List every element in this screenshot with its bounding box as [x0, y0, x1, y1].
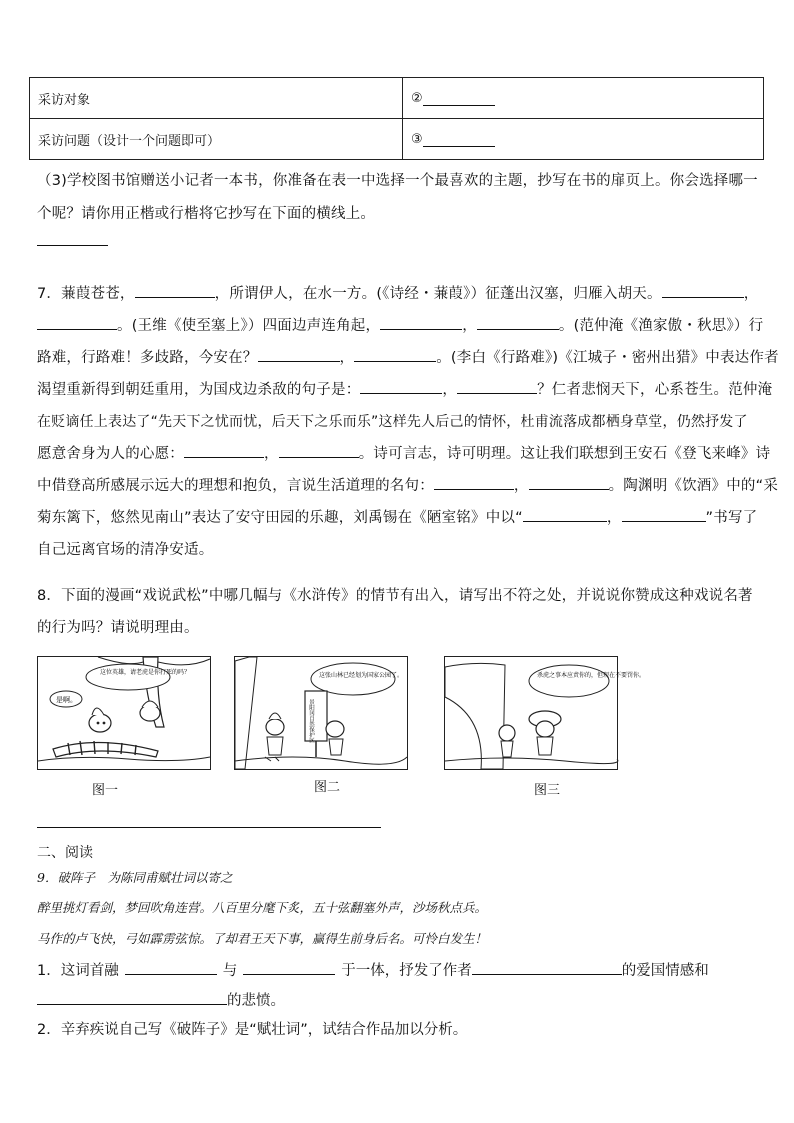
comic-2-illustration	[235, 657, 407, 769]
fill-blank[interactable]	[472, 958, 622, 975]
table-cell-answer	[403, 119, 764, 160]
table-row	[30, 78, 764, 119]
poem-title: 9．破阵子 为陈同甫赋壮词以寄之	[37, 870, 233, 885]
svg-text:这张山林已经划为国家公园了。: 这张山林已经划为国家公园了。	[319, 672, 404, 679]
table-cell-label: 采访问题（设计一个问题即可）	[30, 119, 403, 160]
answer-marker: ②	[411, 90, 423, 106]
svg-text:这位英雄，请老虎是你打死的吗？: 这位英雄，请老虎是你打死的吗？	[100, 669, 191, 676]
fill-blank[interactable]	[360, 377, 442, 394]
question-3-text: （3)学校图书馆赠送小记者一本书，你准备在表一中选择一个最喜欢的主题，抄写在书的扉页上。你会选择哪一个呢？请你用正楷或行楷将它抄写在下面的横线上。	[37, 173, 758, 222]
fill-blank[interactable]	[529, 473, 609, 490]
comic-caption-2: 图二	[314, 780, 341, 795]
fill-blank[interactable]	[523, 505, 607, 522]
fill-blank[interactable]	[37, 313, 117, 330]
fill-blank[interactable]	[243, 958, 335, 975]
answer-line[interactable]	[37, 245, 108, 246]
comic-panel-3	[444, 656, 646, 770]
poem-line-2: 马作的卢飞快，弓如霹雳弦惊。了却君王天下事，赢得生前身后名。可怜白发生！	[37, 931, 488, 946]
table-cell-answer	[403, 78, 764, 119]
interview-table	[29, 77, 764, 160]
svg-text:是啊。: 是啊。	[56, 696, 77, 704]
comic-caption-1: 图一	[92, 783, 119, 798]
answer-blank[interactable]	[423, 132, 495, 147]
fill-blank[interactable]	[662, 281, 744, 298]
answer-line[interactable]	[37, 827, 381, 828]
svg-text:景阳冈自然保护区: 景阳冈自然保护区	[308, 699, 314, 743]
fill-blank[interactable]	[354, 345, 436, 362]
fill-blank[interactable]	[380, 313, 462, 330]
answer-marker: ③	[411, 131, 423, 147]
fill-blank[interactable]	[184, 441, 264, 458]
fill-blank[interactable]	[258, 345, 340, 362]
fill-blank[interactable]	[622, 505, 706, 522]
answer-blank[interactable]	[423, 91, 495, 106]
comic-panel-1	[37, 656, 211, 770]
comic-1-illustration	[38, 657, 210, 769]
comic-panel-2	[234, 656, 408, 770]
comic-caption-3: 图三	[534, 783, 561, 798]
table-cell-label: 采访对象	[30, 78, 403, 119]
fill-blank[interactable]	[457, 377, 537, 394]
question-9-2: 2．辛弃疾说自己写《破阵子》是“赋壮词”，试结合作品加以分析。	[37, 1022, 468, 1038]
fill-blank[interactable]	[37, 988, 227, 1005]
comic-3-illustration	[445, 657, 646, 769]
poem-line-1: 醉里挑灯看剑，梦回吹角连营。八百里分麾下炙，五十弦翻塞外声，沙场秋点兵。	[37, 900, 488, 915]
fill-blank[interactable]	[477, 313, 559, 330]
svg-text:杀虎之事本应责你的，但现在不要罚你。: 杀虎之事本应责你的，但现在不要罚你。	[537, 672, 646, 679]
question-7: 7．蒹葭苍苍， ，所谓伊人，在水一方。(《诗经・蒹葭》）征蓬出汉塞，归雁入胡天。 ， 。(王维《使至塞上》）四面边声连角起， ， 。(范仲淹《渔家傲・秋思》）行 路难，行路难！多歧路，今安在？ ， 。(李白《行路难》)《江城子・密州出猎》中表达作者 渴望重新得到朝廷重用，为国戍边杀敌的句子是： ， ？仁者悲悯天下，心系苍生。范仲淹 在贬谪任上表达了“先天下之忧而忧，后天下之乐而乐”这样先人后己的情怀，杜甫流落成都栖身草堂，仍然抒发了 愿意舍身为人的心愿： ， 。诗可言志，诗可明理。这让我们联想到王安石《登飞来峰》诗 中借登高所感展示远大的理想和抱负，言说生活道理的名句： ， 。陶渊明《饮酒》中的“采 菊东篱下，悠然见南山”表达了安守田园的乐趣，刘禹锡在《陋室铭》中以“ ， ”书写了 自己远离官场的清净安适。	[37, 278, 759, 566]
fill-blank[interactable]	[125, 958, 217, 975]
question-8-text: 8．下面的漫画“戏说武松”中哪几幅与《水浒传》的情节有出入，请写出不符之处，并说说你赞成这种戏说名著的行为吗？请说明理由。	[37, 588, 753, 636]
fill-blank[interactable]	[434, 473, 514, 490]
fill-blank[interactable]	[135, 281, 215, 298]
table-row	[30, 119, 764, 160]
section-title: 二、阅读	[37, 845, 93, 861]
question-9-1: 1．这词首融 与 于一体，抒发了作者 的爱国情感和 的悲愤。	[37, 956, 757, 1016]
fill-blank[interactable]	[279, 441, 359, 458]
